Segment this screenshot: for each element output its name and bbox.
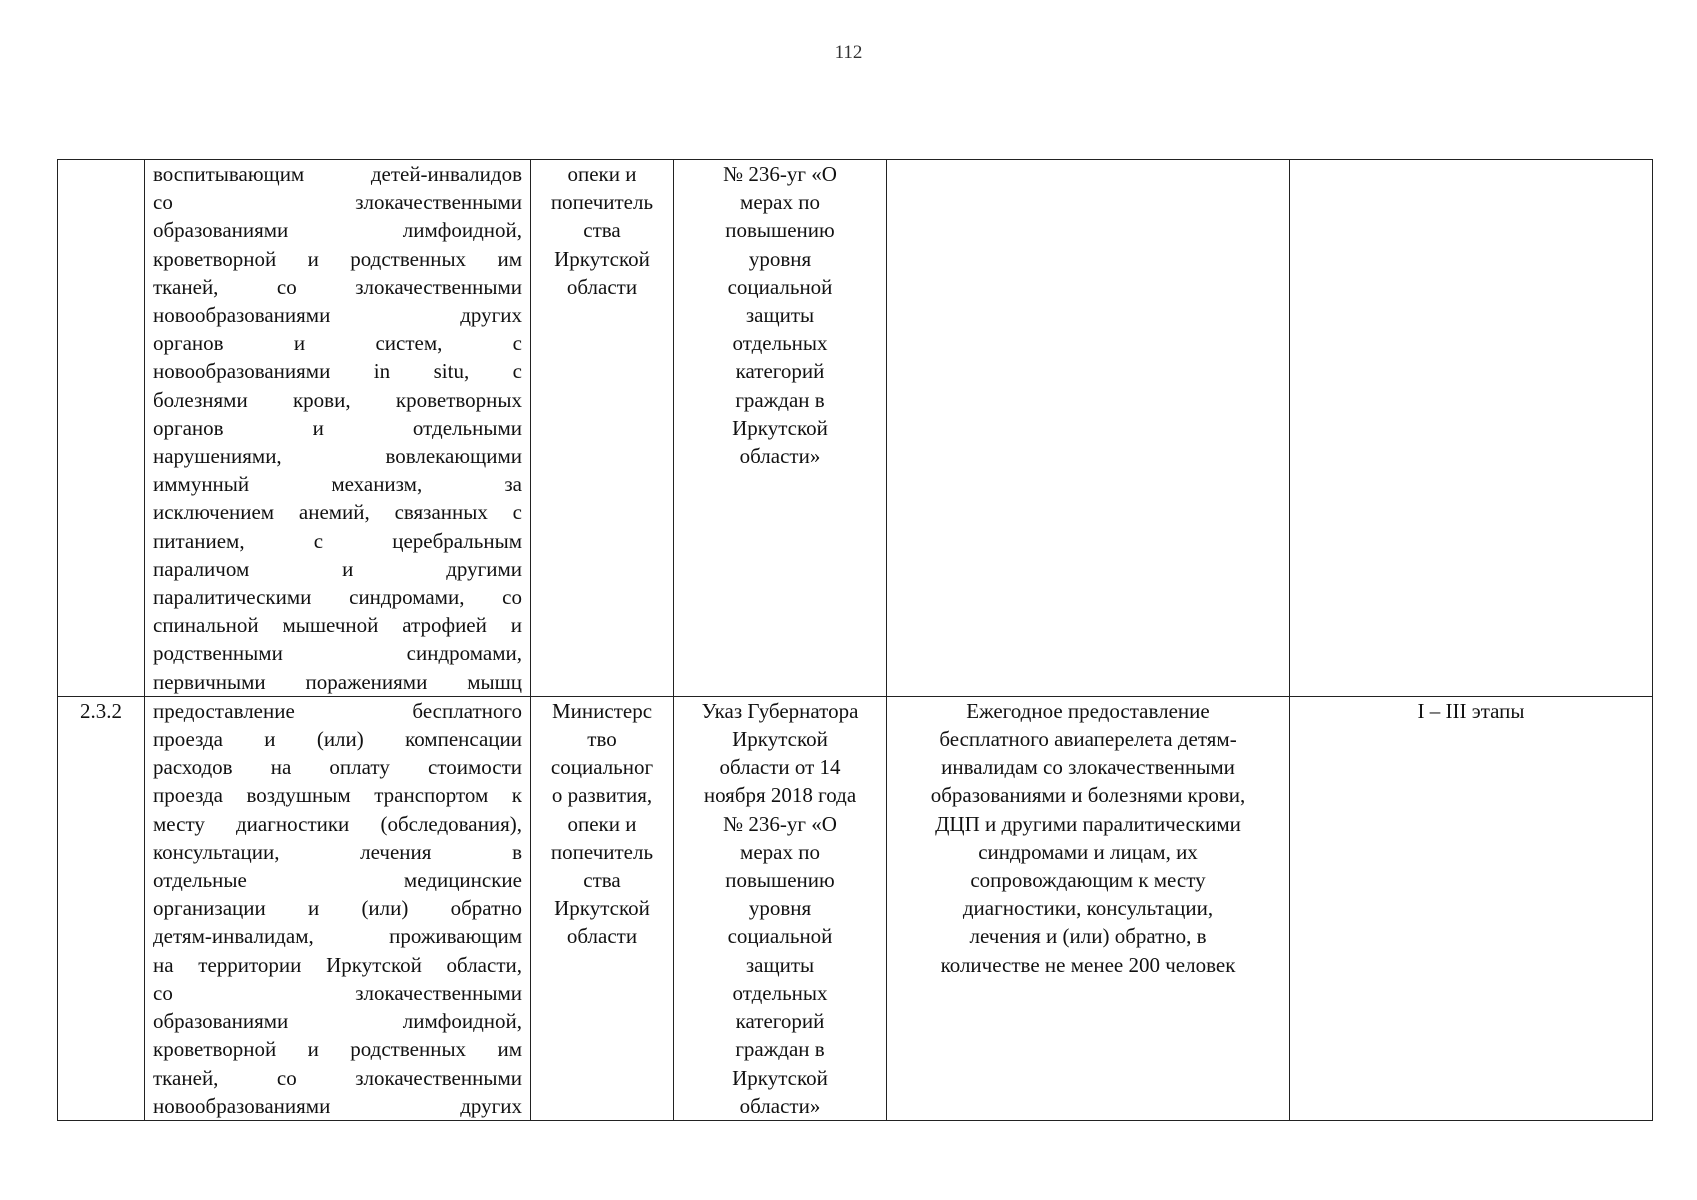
text-line: тво xyxy=(587,727,617,752)
text-line: отдельных xyxy=(732,980,828,1005)
text-line: защиты xyxy=(745,952,815,977)
measures-table xyxy=(57,159,1653,1121)
page-number: 112 xyxy=(834,42,863,63)
text-line: отдельные медицинские xyxy=(153,868,522,893)
text-line: области» xyxy=(739,444,821,469)
text-line: тканей, со злокачественными xyxy=(153,1065,522,1090)
text-line: нарушениями, вовлекающими xyxy=(153,444,522,469)
expected-result-cell xyxy=(887,160,1290,697)
text-line: попечитель xyxy=(550,839,654,864)
text-line: социальног xyxy=(550,755,654,780)
text-line: диагностики, консультации, xyxy=(962,896,1214,921)
text-line: воспитывающим детей-инвалидов xyxy=(153,162,522,186)
text-line: ДЦП и другими паралитическими xyxy=(935,811,1241,836)
text-line: исключением анемий, связанных с xyxy=(153,500,522,525)
text-line: новообразованиями других xyxy=(153,303,522,328)
text-line: Иркутской xyxy=(732,727,828,752)
text-line: органов и систем, с xyxy=(153,331,522,356)
text-line: кроветворной и родственных им xyxy=(153,246,522,271)
text-line: проезда и (или) компенсации xyxy=(153,727,522,752)
text-line: синдромами и лицам, их xyxy=(978,839,1198,864)
text-line: тканей, со злокачественными xyxy=(153,274,522,299)
text-line: категорий xyxy=(735,359,825,384)
measure-description-cell xyxy=(145,696,531,1120)
text-line: попечитель xyxy=(550,190,654,215)
text-line: органов и отдельными xyxy=(153,415,522,440)
table-row xyxy=(58,160,1653,697)
text-line: на территории Иркутской области, xyxy=(153,952,522,977)
text-line: сопровождающим к месту xyxy=(970,868,1206,893)
text-line: со злокачественными xyxy=(153,190,522,215)
text-line: повышению xyxy=(725,868,835,893)
text-line: инвалидам со злокачественными xyxy=(941,755,1235,780)
text-line: Иркутской xyxy=(732,1065,828,1090)
text-line: консультации, лечения в xyxy=(153,839,522,864)
text-line: Иркутской xyxy=(732,415,828,440)
responsible-cell xyxy=(531,696,674,1120)
text-line: Иркутской xyxy=(554,896,650,921)
text-line: питанием, с церебральным xyxy=(153,528,522,553)
text-line: социальной xyxy=(727,274,833,299)
text-line: категорий xyxy=(735,1009,825,1034)
text-line: иммунный механизм, за xyxy=(153,472,522,497)
text-line: детям-инвалидам, проживающим xyxy=(153,924,522,949)
text-line: граждан в xyxy=(735,387,825,412)
legal-basis-cell xyxy=(674,160,887,697)
item-number-cell xyxy=(58,160,145,697)
text-line: предоставление бесплатного xyxy=(153,698,522,723)
text-line: социальной xyxy=(727,924,833,949)
text-line: области xyxy=(566,274,638,299)
text-line: ноября 2018 года xyxy=(703,783,857,808)
text-line: образованиями лимфоидной, xyxy=(153,1009,522,1034)
text-line: бесплатного авиаперелета детям- xyxy=(939,727,1237,752)
text-line: кроветворной и родственных им xyxy=(153,1037,522,1062)
text-line: количестве не менее 200 человек xyxy=(940,952,1236,977)
text-line: организации и (или) обратно xyxy=(153,896,522,921)
stage-cell xyxy=(1290,160,1653,697)
text-line: опеки и xyxy=(567,162,637,186)
text-line: Ежегодное предоставление xyxy=(966,698,1210,723)
text-line: граждан в xyxy=(735,1037,825,1062)
measure-description-cell xyxy=(145,160,531,697)
text-line: новообразованиями других xyxy=(153,1093,522,1118)
text-line: спинальной мышечной атрофией и xyxy=(153,613,522,638)
responsible-cell xyxy=(531,160,674,697)
table-row xyxy=(58,696,1653,1120)
text-line: области» xyxy=(739,1093,821,1118)
text-line: месту диагностики (обследования), xyxy=(153,811,522,836)
text-line: уровня xyxy=(748,896,812,921)
legal-basis-cell xyxy=(674,696,887,1120)
text-line: лечения и (или) обратно, в xyxy=(969,924,1207,949)
text-line: проезда воздушным транспортом к xyxy=(153,783,522,808)
text-line: мерах по xyxy=(740,839,820,864)
text-line: мерах по xyxy=(740,190,820,215)
text-line: параличом и другими xyxy=(153,556,522,581)
text-line: паралитическими синдромами, со xyxy=(153,585,522,610)
text-line: ства xyxy=(583,868,621,893)
expected-result-cell xyxy=(887,696,1290,1120)
text-line: уровня xyxy=(748,246,812,271)
text-line: Министерс xyxy=(551,698,653,723)
text-line: образованиями и болезнями крови, xyxy=(930,783,1246,808)
text-line: опеки и xyxy=(567,811,637,836)
text-line: ства xyxy=(583,218,621,243)
text-line: образованиями лимфоидной, xyxy=(153,218,522,243)
text-line: новообразованиями in situ, с xyxy=(153,359,522,384)
text-line: № 236-уг «О xyxy=(723,162,837,186)
text-line: повышению xyxy=(725,218,835,243)
text-line: области xyxy=(566,924,638,949)
item-number-cell: 2.3.2 xyxy=(58,696,145,1120)
text-line: первичными поражениями мышц xyxy=(153,669,522,694)
text-line: № 236-уг «О xyxy=(723,811,837,836)
text-line: расходов на оплату стоимости xyxy=(153,755,522,780)
stage-cell: I – III этапы xyxy=(1290,696,1653,1120)
text-line: родственными синдромами, xyxy=(153,641,522,666)
text-line: защиты xyxy=(745,303,815,328)
text-line: со злокачественными xyxy=(153,980,522,1005)
text-line: отдельных xyxy=(732,331,828,356)
text-line: о развития, xyxy=(551,783,653,808)
text-line: болезнями крови, кроветворных xyxy=(153,387,522,412)
text-line: Указ Губернатора xyxy=(701,698,859,723)
text-line: области от 14 xyxy=(719,755,841,780)
text-line: Иркутской xyxy=(554,246,650,271)
